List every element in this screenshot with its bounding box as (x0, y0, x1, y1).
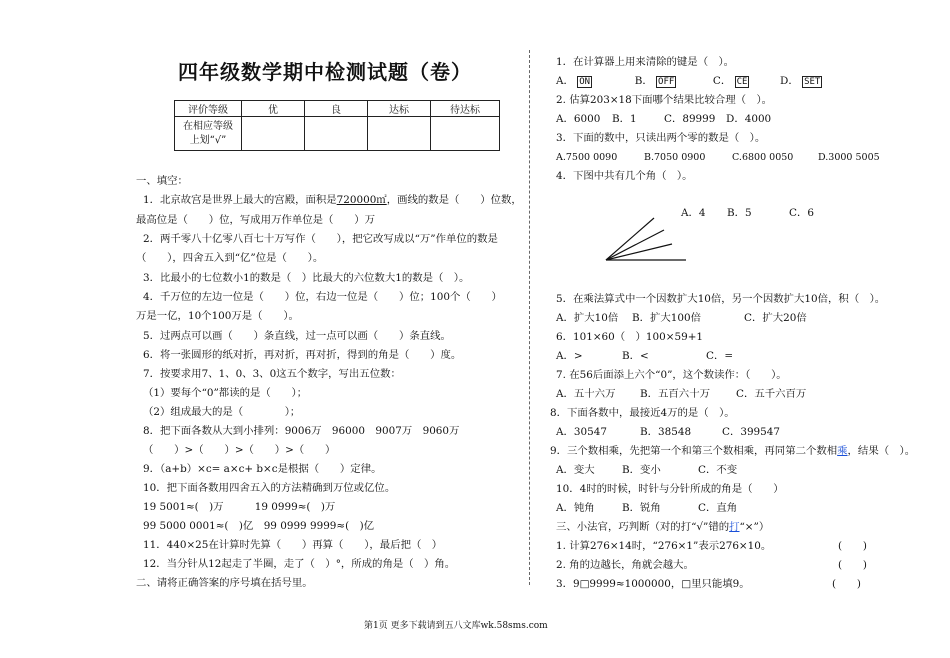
section1-heading: 一、填空： (136, 175, 188, 187)
choice-7-opt-b: B．五百六十万 (640, 388, 710, 400)
choice-1: 1．在计算器上用来清除的键是（ ）。 (556, 56, 735, 68)
grade-cell-good[interactable] (305, 117, 368, 151)
question-1-number: 720000㎡ (336, 194, 387, 206)
choice-10: 10．4时的时候，时针与分针所成的角是（ ） (556, 483, 784, 495)
question-8-blanks: （ ）>（ ）>（ ）>（ ） (143, 444, 336, 456)
grade-cell-pass[interactable] (368, 117, 431, 151)
angle-rays-figure (602, 210, 692, 266)
choice-9 (550, 445, 915, 458)
choice-3-opt-c: C.6800 0050 (732, 152, 794, 163)
question-10: 10．把下面各数用四舍五入的方法精确到万位或亿位。 (143, 482, 396, 494)
ce-key: CE (736, 77, 748, 87)
choice-9-link-word[interactable]: 乘 (837, 445, 848, 457)
choice-1-opt-c: C． (712, 75, 732, 87)
choice-4-options (681, 207, 814, 220)
choice-5-options (556, 312, 807, 325)
question-3: 3．比最小的七位数小1的数是（ ）比最大的六位数大1的数是（ ）。 (143, 272, 470, 284)
choice-3-options (556, 151, 880, 164)
question-7: 7．按要求用7、1、0、3、0这五个数字，写出五位数： (143, 368, 401, 380)
off-key: OFF (658, 77, 675, 87)
question-6: 6．将一张圆形的纸对折，再对折，再对折，得到的角是（ ）度。 (143, 349, 462, 361)
on-key: ON (579, 77, 591, 87)
choice-7: 7. 在56后面添上六个“0”，这个数读作：（ ）。 (556, 369, 787, 381)
choice-1-options (556, 75, 822, 88)
choice-7-opt-c: C．五千六百万 (736, 388, 807, 400)
set-key: SET (804, 77, 821, 87)
page-title: 四年级数学期中检测试题（卷） (178, 60, 472, 84)
grade-row-label-line2: 上划“√” (189, 134, 227, 146)
choice-4: 4．下图中共有几个角（ ）。 (556, 170, 693, 182)
choice-1-opt-d: D． (780, 75, 799, 87)
question-10-row1: 19 5001≈( )万 19 0999≈( )万 (143, 501, 336, 513)
choice-4-opt-a: A．4 (681, 207, 706, 219)
grade-header-fail: 待达标 (431, 101, 500, 117)
choice-3-opt-a: A.7500 0090 (556, 152, 618, 163)
grade-cell-excellent[interactable] (242, 117, 305, 151)
section3-pre: 三、小法官，巧判断（对的打“√”错的 (556, 521, 730, 533)
question-1-pre: 1．北京故宫是世界上最大的宫殿，面积是 (143, 194, 337, 206)
choice-9-opt-a: A．变大 (556, 464, 595, 476)
choice-9-opt-b: B．变小 (622, 464, 661, 476)
choice-8-options (556, 426, 780, 439)
question-8: 8．把下面各数从大到小排列：9006万 96000 9007万 9060万 (143, 425, 460, 437)
choice-3-opt-d: D.3000 5005 (818, 152, 880, 163)
question-2-cont: （ ），四舍五入到“亿”位是（ ）。 (136, 252, 324, 264)
choice-9-options (556, 464, 737, 477)
choice-5: 5．在乘法算式中一个因数扩大10倍，另一个因数扩大10倍，积（ ）。 (556, 293, 886, 305)
choice-2-options (556, 113, 771, 126)
choice-7-options (556, 388, 806, 401)
choice-8-opt-c: C．399547 (722, 426, 781, 438)
choice-10-opt-a: A．钝角 (556, 502, 595, 514)
question-1 (143, 194, 522, 207)
grade-cell-fail[interactable] (431, 117, 500, 151)
grade-header-excellent: 优 (242, 101, 305, 117)
judge-1-paren[interactable]: ( ) (838, 540, 867, 552)
grade-header-level: 评价等级 (175, 101, 242, 117)
question-7-part2: （2）组成最大的是（ ）； (143, 406, 301, 418)
choice-4-opt-c: C．6 (789, 207, 814, 219)
choice-1-opt-a: A． (556, 75, 574, 87)
choice-8-opt-b: B．38548 (640, 426, 692, 438)
choice-10-options (556, 502, 737, 515)
judge-1: 1. 计算276×14时，“276×1”表示276×10。 (556, 540, 772, 552)
question-7-part1: （1）要每个“0”都读的是（ ）； (143, 387, 308, 399)
choice-6-opt-a: A．> (556, 350, 583, 362)
choice-5-opt-b: B．扩大100倍 (632, 312, 702, 324)
page-footer: 第1页 更多下载请到五八文库wk.58sms.com (364, 621, 548, 631)
judge-2: 2. 角的边越长，角就会越大。 (556, 559, 694, 571)
choice-6: 6．101×60（ ）100×59+1 (556, 331, 704, 343)
choice-8-opt-a: A．30547 (556, 426, 607, 438)
question-10-row2: 99 5000 0001≈( )亿 99 0999 9999≈( )亿 (143, 520, 375, 532)
choice-2-opt-d: D．4000 (726, 113, 772, 125)
choice-5-opt-c: C．扩大20倍 (744, 312, 807, 324)
section3-post: “×”） (739, 521, 770, 533)
choice-9-opt-c: C．不变 (698, 464, 738, 476)
grade-row-label-line1: 在相应等级 (183, 120, 233, 132)
question-1-post: ，画线的数是（ ）位数， (386, 194, 522, 206)
grade-table (174, 100, 500, 151)
choice-2: 2. 估算203×18下面哪个结果比较合理（ ）。 (556, 94, 773, 106)
choice-3-opt-b: B.7050 0900 (644, 152, 706, 163)
choice-2-opt-b: B．1 (612, 113, 637, 125)
choice-4-opt-b: B．5 (727, 207, 752, 219)
judge-2-paren[interactable]: ( ) (838, 559, 867, 571)
choice-6-opt-b: B．< (622, 350, 649, 362)
choice-10-opt-c: C．直角 (698, 502, 738, 514)
column-divider (529, 50, 530, 585)
choice-9-pre: 9．三个数相乘，先把第一个和第三个数相乘，再同第二个数相 (550, 445, 838, 457)
grade-row-label (175, 117, 242, 151)
choice-9-post: ，结果（ ）。 (847, 445, 916, 457)
judge-3: 3．9□9999≈1000000，□里只能填9。 (556, 578, 750, 590)
choice-10-opt-b: B．锐角 (622, 502, 661, 514)
choice-8: 8．下面各数中，最接近4万的是（ ）。 (550, 407, 735, 419)
choice-6-options (556, 350, 733, 363)
choice-7-opt-a: A．五十六万 (556, 388, 616, 400)
choice-2-opt-c: C．89999 (664, 113, 716, 125)
question-12: 12．当分针从12起走了半圈，走了（ ）°，所成的角是（ ）角。 (143, 558, 456, 570)
choice-6-opt-c: C．= (706, 350, 734, 362)
grade-header-pass: 达标 (368, 101, 431, 117)
question-4: 4．千万位的左边一位是（ ）位，右边一位是（ ）位；100个（ ） (143, 291, 502, 303)
question-1-cont: 最高位是（ ）位，写成用万作单位是（ ）万 (136, 214, 375, 226)
question-11: 11．440×25在计算时先算（ ）再算（ ），最后把（ ） (143, 539, 443, 551)
question-5: 5．过两点可以画（ ）条直线，过一点可以画（ ）条直线。 (143, 330, 451, 342)
question-4-cont: 万是一亿，10个100万是（ ）。 (136, 310, 299, 322)
choice-5-opt-a: A．扩大10倍 (556, 312, 619, 324)
section3-link-word[interactable]: 打 (729, 521, 740, 533)
choice-2-opt-a: A．6000 (556, 113, 601, 125)
question-2: 2．两千零八十亿零八百七十万写作（ ），把它改写成以“万”作单位的数是 (143, 233, 498, 245)
choice-3: 3．下面的数中，只读出两个零的数是（ ）。 (556, 132, 766, 144)
question-9: 9．（a+b）×c= a×c+ b×c是根据（ ）定律。 (143, 463, 382, 475)
judge-3-paren[interactable]: ( ) (832, 578, 861, 590)
choice-1-opt-b: B． (634, 75, 653, 87)
grade-header-good: 良 (305, 101, 368, 117)
section3-heading (556, 521, 769, 534)
section2-heading: 二、请将正确答案的序号填在括号里。 (136, 577, 313, 589)
